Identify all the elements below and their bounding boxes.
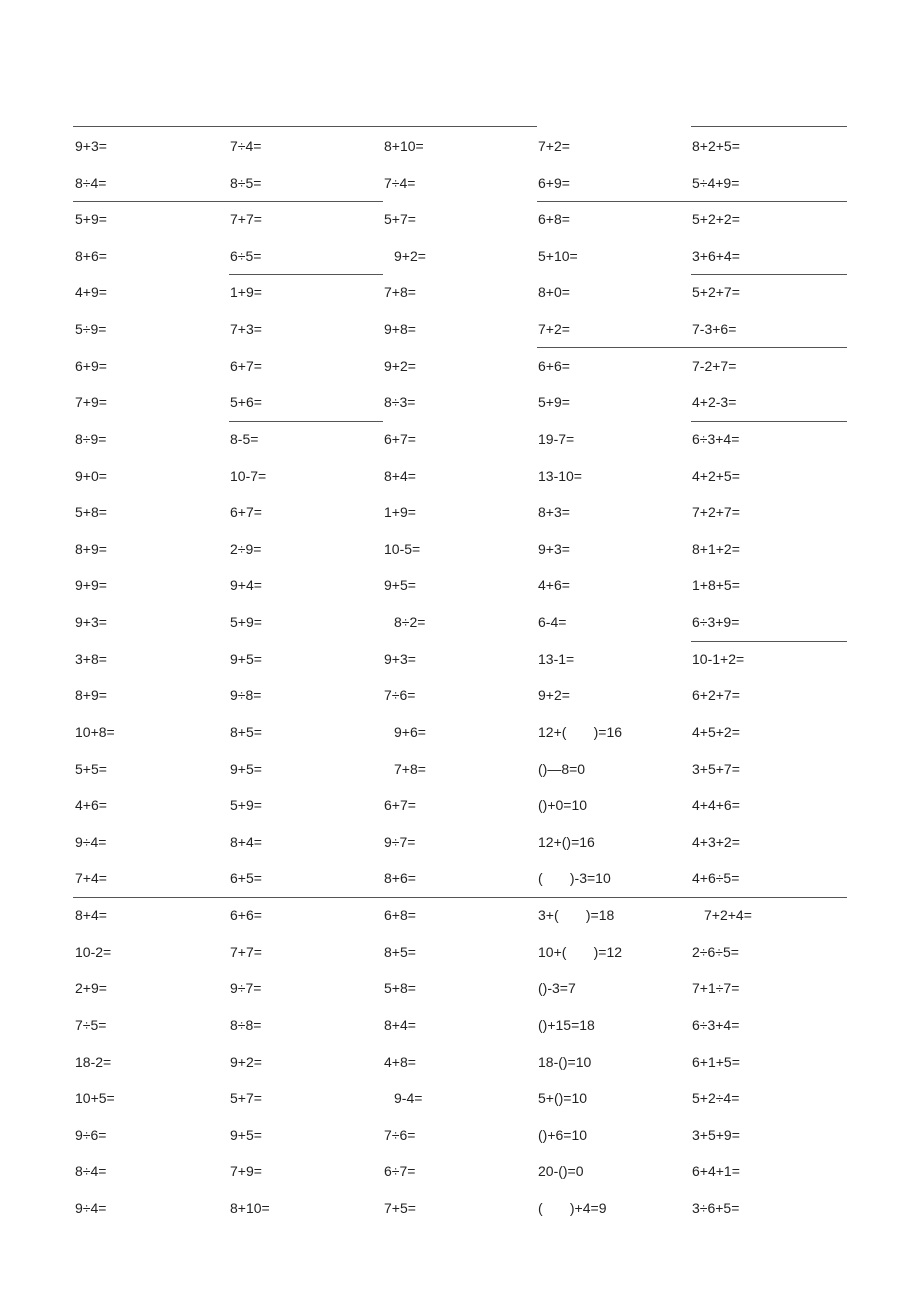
- problem-r2-c5: 5÷4+9=: [692, 175, 740, 191]
- problem-r13-c3: 9+5=: [384, 577, 416, 593]
- problem-r1-c3: 8+10=: [384, 138, 424, 154]
- problem-r22-c3: 6+8=: [384, 907, 416, 923]
- problem-r5-c4: 8+0=: [538, 284, 570, 300]
- problem-r3-c4: 6+8=: [538, 211, 570, 227]
- problem-r5-c1: 4+9=: [75, 284, 107, 300]
- problem-r7-c2: 6+7=: [230, 358, 262, 374]
- problem-r23-c5: 2÷6÷5=: [692, 944, 739, 960]
- problem-r14-c5: 6÷3+9=: [692, 614, 740, 630]
- problem-r8-c5: 4+2-3=: [692, 394, 737, 410]
- problem-r14-c1: 9+3=: [75, 614, 107, 630]
- problem-r10-c3: 8+4=: [384, 468, 416, 484]
- problem-r16-c4: 9+2=: [538, 687, 570, 703]
- problem-r10-c5: 4+2+5=: [692, 468, 740, 484]
- problem-r16-c3: 7÷6=: [384, 687, 416, 703]
- problem-r8-c2: 5+6=: [230, 394, 262, 410]
- problem-r26-c4: 18-()=10: [538, 1054, 592, 1070]
- problem-r9-c4: 19-7=: [538, 431, 575, 447]
- problem-r11-c3: 1+9=: [384, 504, 416, 520]
- problem-r4-c1: 8+6=: [75, 248, 107, 264]
- problem-r24-c1: 2+9=: [75, 980, 107, 996]
- problem-r23-c4: 10+( )=12: [538, 944, 623, 960]
- problem-r30-c5: 3÷6+5=: [692, 1200, 740, 1216]
- rule-line: [73, 897, 847, 898]
- problem-r12-c4: 9+3=: [538, 541, 570, 557]
- problem-r9-c1: 8÷9=: [75, 431, 107, 447]
- problem-r4-c2: 6÷5=: [230, 248, 262, 264]
- problem-r21-c3: 8+6=: [384, 870, 416, 886]
- problem-r20-c3: 9÷7=: [384, 834, 416, 850]
- problem-r30-c1: 9÷4=: [75, 1200, 107, 1216]
- problem-r26-c5: 6+1+5=: [692, 1054, 740, 1070]
- problem-r22-c1: 8+4=: [75, 907, 107, 923]
- problem-r19-c4: ()+0=10: [538, 797, 588, 813]
- rule-line: [691, 274, 847, 275]
- problem-r12-c2: 2÷9=: [230, 541, 262, 557]
- rule-line: [537, 347, 847, 348]
- problem-r1-c2: 7÷4=: [230, 138, 262, 154]
- problem-r14-c3: 8÷2=: [394, 614, 426, 630]
- problem-r6-c5: 7-3+6=: [692, 321, 737, 337]
- problem-r13-c1: 9+9=: [75, 577, 107, 593]
- problem-r18-c1: 5+5=: [75, 761, 107, 777]
- problem-r27-c3: 9-4=: [394, 1090, 423, 1106]
- problem-r24-c2: 9÷7=: [230, 980, 262, 996]
- problem-r17-c5: 4+5+2=: [692, 724, 740, 740]
- problem-r17-c3: 9+6=: [394, 724, 426, 740]
- problem-r3-c5: 5+2+2=: [692, 211, 740, 227]
- problem-r1-c5: 8+2+5=: [692, 138, 740, 154]
- problem-r14-c2: 5+9=: [230, 614, 262, 630]
- problem-r30-c4: ( )+4=9: [538, 1200, 607, 1216]
- problem-r20-c4: 12+()=16: [538, 834, 595, 850]
- problem-r11-c5: 7+2+7=: [692, 504, 740, 520]
- problem-r27-c4: 5+()=10: [538, 1090, 588, 1106]
- problem-r7-c3: 9+2=: [384, 358, 416, 374]
- problem-r5-c2: 1+9=: [230, 284, 262, 300]
- problem-r8-c1: 7+9=: [75, 394, 107, 410]
- rule-line: [73, 201, 383, 202]
- problem-r15-c2: 9+5=: [230, 651, 262, 667]
- problem-r22-c5: 7+2+4=: [704, 907, 752, 923]
- problem-r17-c2: 8+5=: [230, 724, 262, 740]
- problem-r19-c1: 4+6=: [75, 797, 107, 813]
- problem-r29-c2: 7+9=: [230, 1163, 262, 1179]
- problem-r3-c3: 5+7=: [384, 211, 416, 227]
- problem-r25-c1: 7÷5=: [75, 1017, 107, 1033]
- problem-r23-c1: 10-2=: [75, 944, 112, 960]
- rule-line: [229, 421, 383, 422]
- problem-r26-c2: 9+2=: [230, 1054, 262, 1070]
- problem-r11-c1: 5+8=: [75, 504, 107, 520]
- problem-r23-c2: 7+7=: [230, 944, 262, 960]
- problem-r19-c3: 6+7=: [384, 797, 416, 813]
- problem-r16-c2: 9÷8=: [230, 687, 262, 703]
- problem-r2-c1: 8÷4=: [75, 175, 107, 191]
- problem-r16-c1: 8+9=: [75, 687, 107, 703]
- problem-r5-c5: 5+2+7=: [692, 284, 740, 300]
- problem-r6-c3: 9+8=: [384, 321, 416, 337]
- problem-r29-c5: 6+4+1=: [692, 1163, 740, 1179]
- problem-r27-c5: 5+2÷4=: [692, 1090, 740, 1106]
- problem-r24-c3: 5+8=: [384, 980, 416, 996]
- problem-r2-c2: 8÷5=: [230, 175, 262, 191]
- problem-r18-c3: 7+8=: [394, 761, 426, 777]
- problem-r27-c2: 5+7=: [230, 1090, 262, 1106]
- problem-r7-c1: 6+9=: [75, 358, 107, 374]
- problem-r4-c3: 9+2=: [394, 248, 426, 264]
- problem-r20-c5: 4+3+2=: [692, 834, 740, 850]
- problem-r16-c5: 6+2+7=: [692, 687, 740, 703]
- problem-r15-c5: 10-1+2=: [692, 651, 745, 667]
- problem-r18-c5: 3+5+7=: [692, 761, 740, 777]
- problem-r9-c2: 8-5=: [230, 431, 259, 447]
- problem-r28-c5: 3+5+9=: [692, 1127, 740, 1143]
- problem-r13-c2: 9+4=: [230, 577, 262, 593]
- problem-r29-c3: 6÷7=: [384, 1163, 416, 1179]
- problem-r15-c3: 9+3=: [384, 651, 416, 667]
- problem-r20-c1: 9÷4=: [75, 834, 107, 850]
- problem-r25-c5: 6÷3+4=: [692, 1017, 740, 1033]
- problem-r19-c2: 5+9=: [230, 797, 262, 813]
- problem-r20-c2: 8+4=: [230, 834, 262, 850]
- problem-r14-c4: 6-4=: [538, 614, 567, 630]
- problem-r12-c1: 8+9=: [75, 541, 107, 557]
- problem-r9-c5: 6÷3+4=: [692, 431, 740, 447]
- problem-r18-c4: ()—8=0: [538, 761, 586, 777]
- problem-r27-c1: 10+5=: [75, 1090, 115, 1106]
- problem-r8-c3: 8÷3=: [384, 394, 416, 410]
- problem-r26-c1: 18-2=: [75, 1054, 112, 1070]
- problem-r22-c4: 3+( )=18: [538, 907, 615, 923]
- problem-r15-c1: 3+8=: [75, 651, 107, 667]
- problem-r21-c2: 6+5=: [230, 870, 262, 886]
- problem-r29-c1: 8÷4=: [75, 1163, 107, 1179]
- problem-r5-c3: 7+8=: [384, 284, 416, 300]
- rule-line: [691, 421, 847, 422]
- problem-r22-c2: 6+6=: [230, 907, 262, 923]
- problem-r28-c3: 7÷6=: [384, 1127, 416, 1143]
- problem-r30-c2: 8+10=: [230, 1200, 270, 1216]
- rule-line: [229, 274, 383, 275]
- problem-r25-c3: 8+4=: [384, 1017, 416, 1033]
- problem-r11-c4: 8+3=: [538, 504, 570, 520]
- problem-r21-c5: 4+6÷5=: [692, 870, 740, 886]
- problem-r7-c5: 7-2+7=: [692, 358, 737, 374]
- problem-r10-c2: 10-7=: [230, 468, 267, 484]
- problem-r19-c5: 4+4+6=: [692, 797, 740, 813]
- problem-r6-c2: 7+3=: [230, 321, 262, 337]
- problem-r17-c1: 10+8=: [75, 724, 115, 740]
- problem-r7-c4: 6+6=: [538, 358, 570, 374]
- problem-r21-c4: ( )-3=10: [538, 870, 611, 886]
- problem-r25-c4: ()+15=18: [538, 1017, 595, 1033]
- rule-line: [537, 201, 847, 202]
- problem-r13-c5: 1+8+5=: [692, 577, 740, 593]
- problem-r15-c4: 13-1=: [538, 651, 575, 667]
- problem-r24-c5: 7+1÷7=: [692, 980, 740, 996]
- problem-r6-c1: 5÷9=: [75, 321, 107, 337]
- problem-r9-c3: 6+7=: [384, 431, 416, 447]
- problem-r12-c5: 8+1+2=: [692, 541, 740, 557]
- problem-r3-c2: 7+7=: [230, 211, 262, 227]
- rule-line: [691, 641, 847, 642]
- problem-r4-c4: 5+10=: [538, 248, 578, 264]
- problem-r21-c1: 7+4=: [75, 870, 107, 886]
- rule-line: [691, 126, 847, 127]
- problem-r25-c2: 8÷8=: [230, 1017, 262, 1033]
- rule-line: [73, 126, 537, 127]
- problem-r8-c4: 5+9=: [538, 394, 570, 410]
- problem-r26-c3: 4+8=: [384, 1054, 416, 1070]
- problem-r10-c4: 13-10=: [538, 468, 582, 484]
- problem-r2-c3: 7÷4=: [384, 175, 416, 191]
- problem-r6-c4: 7+2=: [538, 321, 570, 337]
- problem-r29-c4: 20-()=0: [538, 1163, 584, 1179]
- problem-r23-c3: 8+5=: [384, 944, 416, 960]
- problem-r10-c1: 9+0=: [75, 468, 107, 484]
- problem-r2-c4: 6+9=: [538, 175, 570, 191]
- problem-r4-c5: 3+6+4=: [692, 248, 740, 264]
- problem-r13-c4: 4+6=: [538, 577, 570, 593]
- problem-r30-c3: 7+5=: [384, 1200, 416, 1216]
- problem-r1-c4: 7+2=: [538, 138, 570, 154]
- problem-r1-c1: 9+3=: [75, 138, 107, 154]
- problem-r28-c2: 9+5=: [230, 1127, 262, 1143]
- problem-r17-c4: 12+( )=16: [538, 724, 623, 740]
- problem-r24-c4: ()-3=7: [538, 980, 576, 996]
- problem-r28-c4: ()+6=10: [538, 1127, 588, 1143]
- problem-r18-c2: 9+5=: [230, 761, 262, 777]
- problem-r11-c2: 6+7=: [230, 504, 262, 520]
- problem-r3-c1: 5+9=: [75, 211, 107, 227]
- problem-r12-c3: 10-5=: [384, 541, 421, 557]
- problem-r28-c1: 9÷6=: [75, 1127, 107, 1143]
